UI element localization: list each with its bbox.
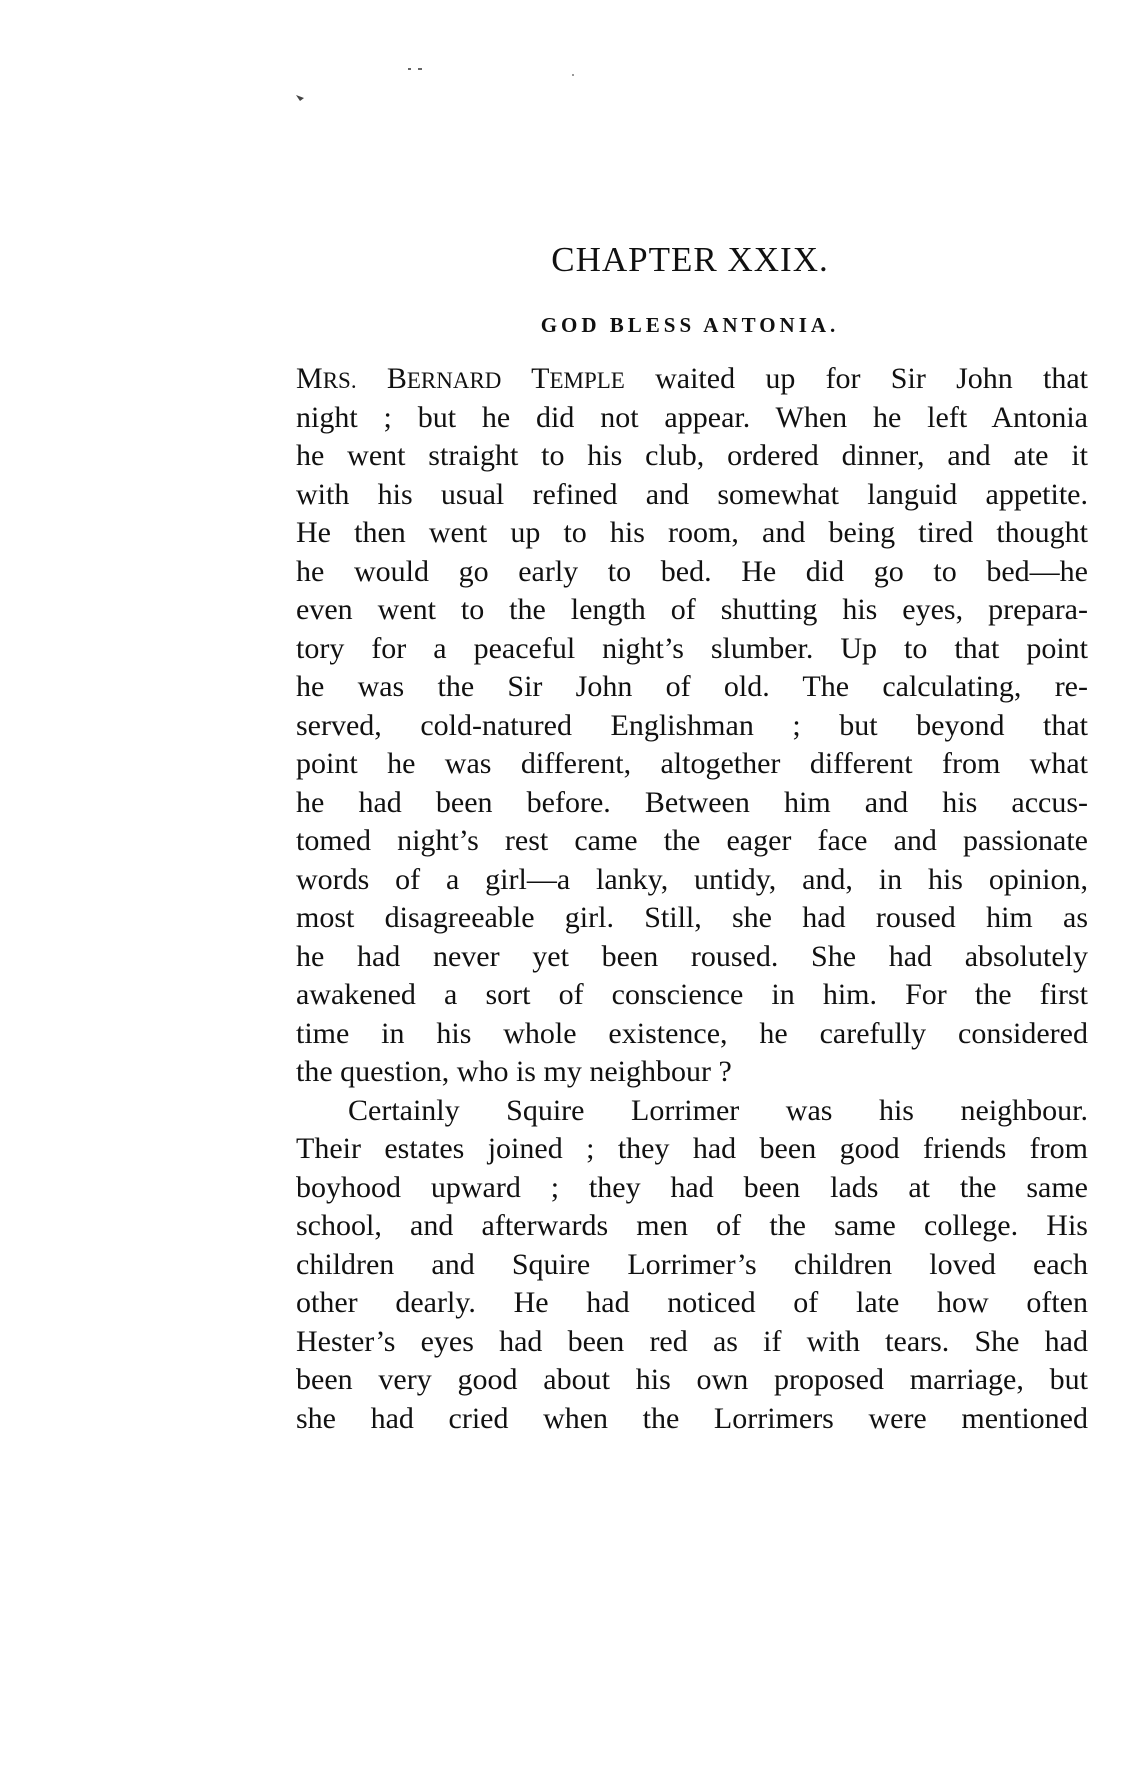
text-line: tomed night’s rest came the eager face and passionate (296, 824, 1088, 857)
paragraph-start-line: Certainly Squire Lorrimer was his neighbour. (348, 1093, 1088, 1127)
ink-dot (572, 74, 574, 76)
opening-initial: M (296, 362, 323, 395)
opening-initial: T (501, 362, 550, 395)
text-line: he went straight to his club, ordered dinner, and ate it (296, 439, 1088, 472)
text-line: he was the Sir John of old. The calculating, re- (296, 670, 1088, 703)
text-line: even went to the length of shutting his eyes, prepara- (296, 593, 1088, 626)
text-line: he had never yet been roused. She had absolutely (296, 939, 1088, 973)
text-line: served, cold-natured Englishman ; but beyond that (296, 708, 1088, 742)
opening-rest: waited up for Sir John that (624, 362, 1088, 395)
text-line: with his usual refined and somewhat languid appetite. (296, 477, 1088, 511)
text-line: awakened a sort of conscience in him. For the first (296, 978, 1088, 1011)
text-line: point he was different, altogether different from what (296, 747, 1088, 780)
opening-smallcaps: RS. (322, 368, 357, 393)
text-line: she had cried when the Lorrimers were mentioned (296, 1401, 1088, 1435)
ink-dot (408, 68, 411, 70)
opening-initial: B (356, 362, 407, 395)
text-line: school, and afterwards men of the same college. His (296, 1209, 1088, 1242)
text-line: other dearly. He had noticed of late how often (296, 1286, 1088, 1319)
text-line: Hester’s eyes had been red as if with tears. She had (296, 1324, 1088, 1358)
text-line: he would go early to bed. He did go to bed—he (296, 554, 1088, 588)
text-line: words of a girl—a lanky, untidy, and, in his opinion, (296, 862, 1088, 896)
ink-mark (296, 95, 304, 101)
print-specks (0, 0, 1133, 120)
text-line: night ; but he did not appear. When he left Antonia (296, 400, 1088, 434)
text-line: he had been before. Between him and his accus- (296, 785, 1088, 819)
text-line: the question, who is my neighbour ? (296, 1055, 732, 1088)
text-line: Their estates joined ; they had been good friends from (296, 1132, 1088, 1165)
text-line: boyhood upward ; they had been lads at the same (296, 1170, 1088, 1204)
ink-dot (418, 68, 422, 70)
text-line: time in his whole existence, he carefully considered (296, 1016, 1088, 1050)
chapter-title: CHAPTER XXIX. (551, 240, 829, 279)
text-line: children and Squire Lorrimer’s children loved each (296, 1247, 1088, 1281)
opening-smallcaps: EMPLE (549, 368, 625, 393)
opening-smallcaps: ERNARD (406, 368, 502, 393)
body-text (296, 360, 1088, 1438)
chapter-subtitle: GOD BLESS ANTONIA. (540, 313, 840, 337)
text-line: tory for a peaceful night’s slumber. Up to that point (296, 631, 1088, 665)
text-line: most disagreeable girl. Still, she had roused him as (296, 901, 1088, 934)
opening-line (296, 360, 1088, 399)
text-line: been very good about his own proposed marriage, but (296, 1363, 1088, 1396)
text-line: He then went up to his room, and being tired thought (296, 516, 1088, 549)
